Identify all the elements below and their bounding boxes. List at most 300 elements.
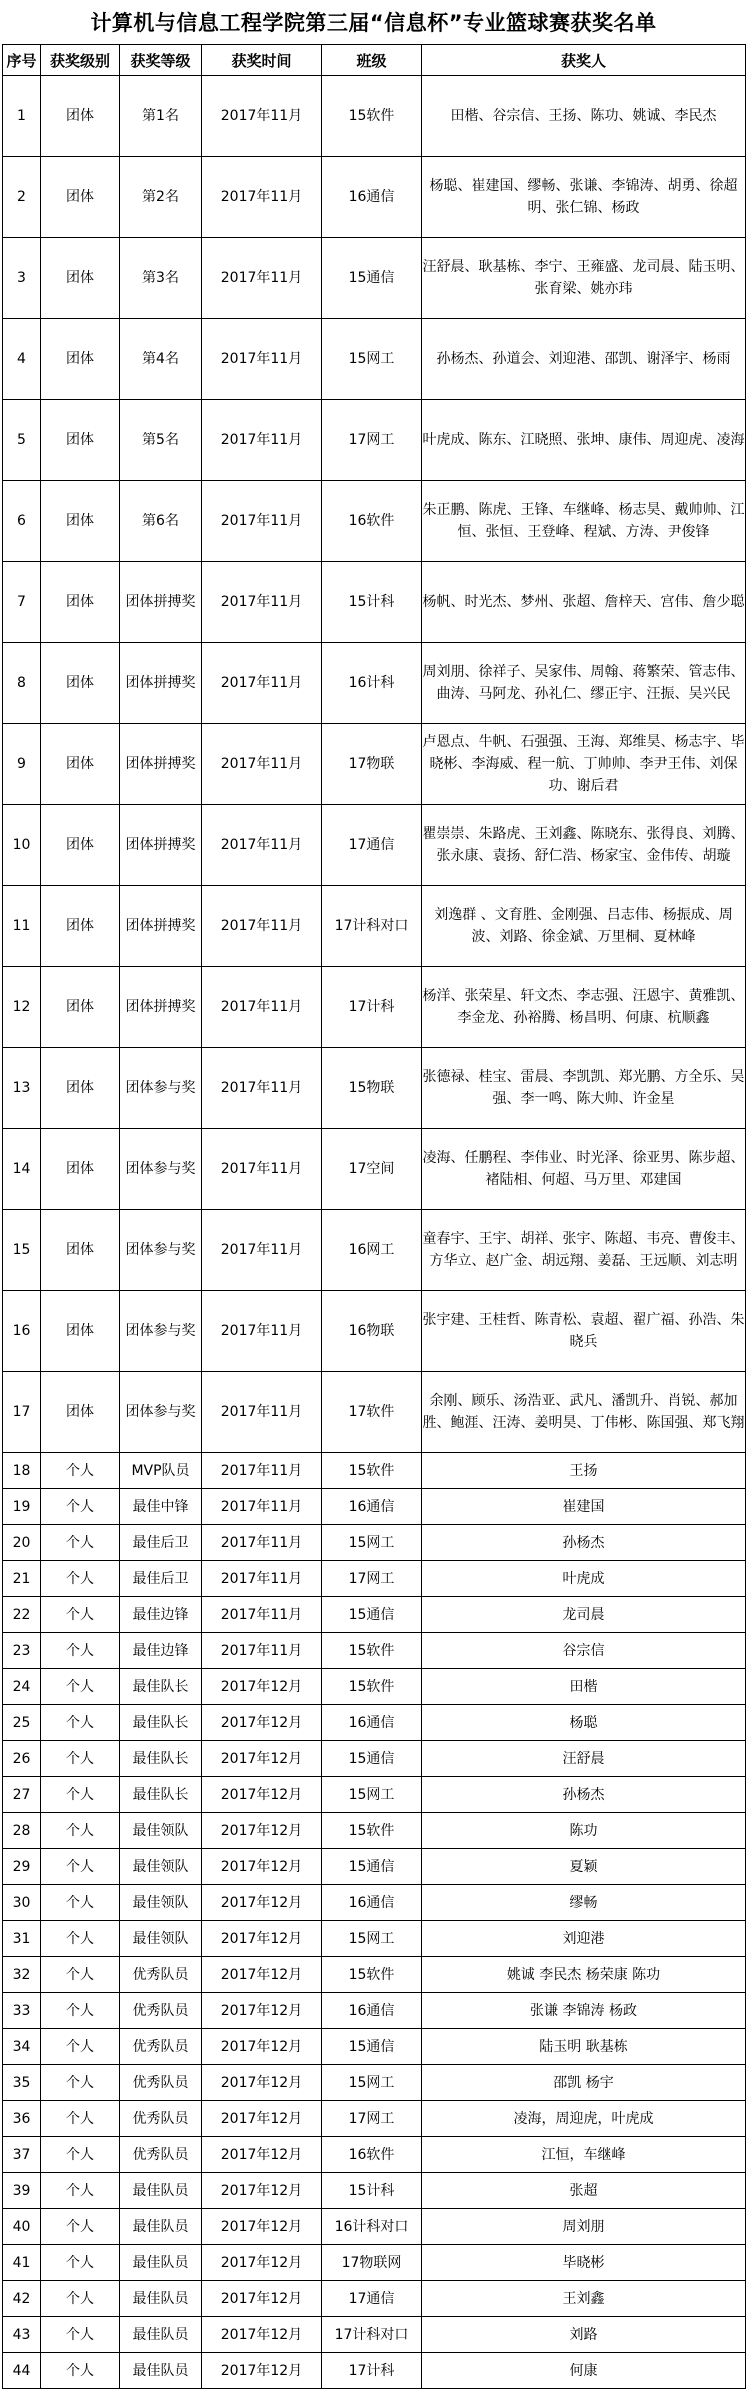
- cell-class: 16通信: [322, 1885, 422, 1921]
- table-row: [3, 1885, 746, 1921]
- table-row: [3, 1921, 746, 1957]
- cell-time: 2017年11月: [202, 1597, 322, 1633]
- cell-grade: 最佳后卫: [120, 1561, 202, 1597]
- cell-time: 2017年11月: [202, 562, 322, 643]
- table-row: [3, 238, 746, 319]
- cell-no: 4: [3, 319, 41, 400]
- cell-class: 15软件: [322, 1813, 422, 1849]
- table-row: [3, 2065, 746, 2101]
- cell-grade: 团体参与奖: [120, 1210, 202, 1291]
- cell-class: 16通信: [322, 1705, 422, 1741]
- cell-class: 17网工: [322, 2101, 422, 2137]
- cell-grade: 优秀队员: [120, 1957, 202, 1993]
- cell-grade: 优秀队员: [120, 2137, 202, 2173]
- cell-no: 29: [3, 1849, 41, 1885]
- cell-no: 33: [3, 1993, 41, 2029]
- cell-time: 2017年11月: [202, 886, 322, 967]
- table-row: [3, 562, 746, 643]
- table-row: [3, 967, 746, 1048]
- cell-class: 17通信: [322, 2281, 422, 2317]
- table-row: [3, 157, 746, 238]
- cell-level: 团体: [41, 805, 120, 886]
- cell-winners: 余刚、顾乐、汤浩亚、武凡、潘凯升、肖锐、郝加胜、鲍涯、汪涛、姜明昊、丁伟彬、陈国强、郑飞翔: [422, 1372, 746, 1453]
- cell-level: 团体: [41, 157, 120, 238]
- cell-no: 3: [3, 238, 41, 319]
- cell-time: 2017年11月: [202, 1210, 322, 1291]
- cell-level: 个人: [41, 2173, 120, 2209]
- cell-grade: 最佳边锋: [120, 1633, 202, 1669]
- cell-time: 2017年12月: [202, 2209, 322, 2245]
- table-row: [3, 2137, 746, 2173]
- cell-no: 24: [3, 1669, 41, 1705]
- cell-winners: 田楷: [422, 1669, 746, 1705]
- cell-time: 2017年12月: [202, 1777, 322, 1813]
- cell-level: 个人: [41, 2137, 120, 2173]
- cell-winners: 陈功: [422, 1813, 746, 1849]
- cell-no: 16: [3, 1291, 41, 1372]
- cell-grade: 团体拼搏奖: [120, 967, 202, 1048]
- cell-grade: 团体参与奖: [120, 1129, 202, 1210]
- table-row: [3, 1453, 746, 1489]
- cell-level: 团体: [41, 481, 120, 562]
- table-row: [3, 2101, 746, 2137]
- table-row: [3, 1957, 746, 1993]
- cell-time: 2017年11月: [202, 724, 322, 805]
- cell-no: 30: [3, 1885, 41, 1921]
- cell-level: 团体: [41, 967, 120, 1048]
- cell-level: 个人: [41, 1489, 120, 1525]
- cell-class: 15物联: [322, 1048, 422, 1129]
- cell-class: 17物联: [322, 724, 422, 805]
- cell-time: 2017年11月: [202, 643, 322, 724]
- cell-level: 个人: [41, 2101, 120, 2137]
- cell-no: 43: [3, 2317, 41, 2353]
- cell-no: 6: [3, 481, 41, 562]
- cell-no: 8: [3, 643, 41, 724]
- table-row: [3, 1669, 746, 1705]
- cell-grade: 优秀队员: [120, 1993, 202, 2029]
- cell-grade: 团体参与奖: [120, 1372, 202, 1453]
- cell-time: 2017年12月: [202, 1993, 322, 2029]
- cell-winners: 杨聪、崔建国、缪畅、张谦、李锦涛、胡勇、徐超明、张仁锦、杨政: [422, 157, 746, 238]
- cell-grade: 最佳队长: [120, 1741, 202, 1777]
- cell-grade: 最佳后卫: [120, 1525, 202, 1561]
- cell-level: 团体: [41, 238, 120, 319]
- award-table: [2, 44, 746, 2389]
- cell-winners: 朱正鹏、陈虎、王锋、车继峰、杨志昊、戴帅帅、江恒、张恒、王登峰、程斌、方涛、尹俊锋: [422, 481, 746, 562]
- cell-no: 34: [3, 2029, 41, 2065]
- cell-class: 15网工: [322, 319, 422, 400]
- cell-winners: 杨帆、时光杰、梦州、张超、詹梓天、宫伟、詹少聪: [422, 562, 746, 643]
- cell-winners: 何康: [422, 2353, 746, 2389]
- cell-winners: 张德禄、桂宝、雷晨、李凯凯、郑光鹏、方全乐、吴强、李一鸣、陈大帅、许金星: [422, 1048, 746, 1129]
- cell-winners: 凌海、任鹏程、李伟业、时光泽、徐亚男、陈步超、褚陆相、何超、马万里、邓建国: [422, 1129, 746, 1210]
- cell-no: 31: [3, 1921, 41, 1957]
- cell-winners: 刘逸群 、文育胜、金刚强、吕志伟、杨振成、周波、刘路、徐金斌、万里桐、夏林峰: [422, 886, 746, 967]
- cell-level: 个人: [41, 1777, 120, 1813]
- cell-time: 2017年12月: [202, 1957, 322, 1993]
- cell-class: 16网工: [322, 1210, 422, 1291]
- cell-time: 2017年12月: [202, 1921, 322, 1957]
- cell-level: 个人: [41, 2317, 120, 2353]
- cell-no: 22: [3, 1597, 41, 1633]
- cell-winners: 卢恩点、牛帆、石强强、王海、郑维昊、杨志宇、毕晓彬、李海威、程一航、丁帅帅、李尹王伟、刘保功、谢后君: [422, 724, 746, 805]
- cell-winners: 孙杨杰、孙道会、刘迎港、邵凯、谢泽宇、杨雨: [422, 319, 746, 400]
- cell-grade: 优秀队员: [120, 2065, 202, 2101]
- cell-grade: 最佳边锋: [120, 1597, 202, 1633]
- cell-grade: 第6名: [120, 481, 202, 562]
- table-row: [3, 1993, 746, 2029]
- table-row: [3, 1633, 746, 1669]
- table-row: [3, 805, 746, 886]
- cell-time: 2017年12月: [202, 1669, 322, 1705]
- cell-class: 16物联: [322, 1291, 422, 1372]
- cell-time: 2017年11月: [202, 1372, 322, 1453]
- cell-class: 17网工: [322, 1561, 422, 1597]
- cell-winners: 姚诚 李民杰 杨荣康 陈功: [422, 1957, 746, 1993]
- cell-level: 个人: [41, 1993, 120, 2029]
- cell-class: 16计科: [322, 643, 422, 724]
- cell-no: 11: [3, 886, 41, 967]
- cell-no: 23: [3, 1633, 41, 1669]
- table-row: [3, 1561, 746, 1597]
- cell-winners: 杨聪: [422, 1705, 746, 1741]
- cell-winners: 童春宇、王宇、胡祥、张宇、陈超、韦亮、曹俊丰、方华立、赵广金、胡远翔、姜磊、王远顺、刘志明: [422, 1210, 746, 1291]
- cell-level: 团体: [41, 319, 120, 400]
- cell-class: 15软件: [322, 76, 422, 157]
- cell-grade: 团体拼搏奖: [120, 562, 202, 643]
- cell-time: 2017年11月: [202, 76, 322, 157]
- cell-class: 15软件: [322, 1453, 422, 1489]
- cell-time: 2017年12月: [202, 2245, 322, 2281]
- cell-class: 15计科: [322, 2173, 422, 2209]
- cell-no: 15: [3, 1210, 41, 1291]
- cell-time: 2017年11月: [202, 1525, 322, 1561]
- cell-class: 16计科对口: [322, 2209, 422, 2245]
- cell-level: 个人: [41, 1921, 120, 1957]
- cell-no: 44: [3, 2353, 41, 2389]
- award-table-body: [3, 76, 746, 2389]
- cell-class: 17空间: [322, 1129, 422, 1210]
- cell-winners: 叶虎成: [422, 1561, 746, 1597]
- table-row: [3, 1048, 746, 1129]
- cell-time: 2017年11月: [202, 481, 322, 562]
- cell-grade: 最佳领队: [120, 1921, 202, 1957]
- cell-winners: 夏颖: [422, 1849, 746, 1885]
- cell-no: 17: [3, 1372, 41, 1453]
- cell-class: 15软件: [322, 1633, 422, 1669]
- cell-class: 15通信: [322, 238, 422, 319]
- cell-time: 2017年11月: [202, 400, 322, 481]
- table-row: [3, 1813, 746, 1849]
- cell-level: 个人: [41, 1633, 120, 1669]
- cell-no: 20: [3, 1525, 41, 1561]
- cell-winners: 毕晓彬: [422, 2245, 746, 2281]
- cell-winners: 瞿崇崇、朱路虎、王刘鑫、陈晓东、张得良、刘腾、张永康、袁扬、舒仁浩、杨家宝、金伟传、胡璇: [422, 805, 746, 886]
- cell-no: 25: [3, 1705, 41, 1741]
- cell-level: 个人: [41, 2209, 120, 2245]
- cell-level: 个人: [41, 2029, 120, 2065]
- cell-time: 2017年11月: [202, 805, 322, 886]
- cell-class: 15软件: [322, 1669, 422, 1705]
- cell-grade: 最佳队员: [120, 2209, 202, 2245]
- table-row: [3, 1129, 746, 1210]
- cell-class: 17计科对口: [322, 2317, 422, 2353]
- cell-time: 2017年11月: [202, 1489, 322, 1525]
- cell-level: 个人: [41, 1561, 120, 1597]
- cell-winners: 汪舒晨、耿基栋、李宁、王雍盛、龙司晨、陆玉明、张育梁、姚亦玮: [422, 238, 746, 319]
- cell-winners: 叶虎成、陈东、江晓照、张坤、康伟、周迎虎、凌海: [422, 400, 746, 481]
- table-row: [3, 1597, 746, 1633]
- table-row: [3, 1291, 746, 1372]
- cell-grade: 最佳队长: [120, 1669, 202, 1705]
- cell-level: 个人: [41, 2281, 120, 2317]
- cell-level: 团体: [41, 1210, 120, 1291]
- cell-time: 2017年11月: [202, 967, 322, 1048]
- table-row: [3, 76, 746, 157]
- document-title: 计算机与信息工程学院第三届“信息杯”专业篮球赛获奖名单: [90, 11, 657, 35]
- cell-class: 17网工: [322, 400, 422, 481]
- cell-class: 17通信: [322, 805, 422, 886]
- table-row: [3, 1372, 746, 1453]
- table-row: [3, 1741, 746, 1777]
- table-row: [3, 643, 746, 724]
- cell-grade: 最佳队长: [120, 1777, 202, 1813]
- cell-no: 19: [3, 1489, 41, 1525]
- cell-class: 15通信: [322, 1741, 422, 1777]
- cell-grade: 优秀队员: [120, 2101, 202, 2137]
- cell-time: 2017年11月: [202, 1291, 322, 1372]
- table-row: [3, 724, 746, 805]
- cell-level: 团体: [41, 643, 120, 724]
- cell-grade: 团体拼搏奖: [120, 643, 202, 724]
- cell-no: 42: [3, 2281, 41, 2317]
- cell-level: 个人: [41, 1597, 120, 1633]
- cell-grade: 最佳中锋: [120, 1489, 202, 1525]
- cell-no: 9: [3, 724, 41, 805]
- cell-grade: 第4名: [120, 319, 202, 400]
- cell-level: 团体: [41, 562, 120, 643]
- table-row: [3, 2353, 746, 2389]
- cell-winners: 田楷、谷宗信、王扬、陈功、姚诚、李民杰: [422, 76, 746, 157]
- cell-no: 26: [3, 1741, 41, 1777]
- cell-grade: 团体拼搏奖: [120, 724, 202, 805]
- cell-grade: 最佳队长: [120, 1705, 202, 1741]
- cell-class: 16通信: [322, 1993, 422, 2029]
- cell-time: 2017年12月: [202, 2065, 322, 2101]
- cell-grade: 团体参与奖: [120, 1291, 202, 1372]
- cell-time: 2017年12月: [202, 1705, 322, 1741]
- cell-time: 2017年12月: [202, 2137, 322, 2173]
- cell-winners: 谷宗信: [422, 1633, 746, 1669]
- cell-class: 15网工: [322, 1525, 422, 1561]
- cell-winners: 张宇建、王桂哲、陈青松、袁超、翟广福、孙浩、朱晓兵: [422, 1291, 746, 1372]
- cell-grade: 最佳领队: [120, 1813, 202, 1849]
- cell-time: 2017年12月: [202, 2173, 322, 2209]
- cell-winners: 张谦 李锦涛 杨政: [422, 1993, 746, 2029]
- table-row: [3, 886, 746, 967]
- cell-class: 16软件: [322, 481, 422, 562]
- table-row: [3, 1705, 746, 1741]
- cell-class: 16通信: [322, 157, 422, 238]
- cell-grade: 最佳队员: [120, 2245, 202, 2281]
- cell-level: 个人: [41, 1669, 120, 1705]
- cell-no: 35: [3, 2065, 41, 2101]
- table-row: [3, 319, 746, 400]
- cell-winners: 汪舒晨: [422, 1741, 746, 1777]
- cell-winners: 杨洋、张荣星、轩文杰、李志强、汪恩宇、黄雅凯、李金龙、孙裕腾、杨昌明、何康、杭顺鑫: [422, 967, 746, 1048]
- cell-level: 团体: [41, 886, 120, 967]
- cell-time: 2017年11月: [202, 1561, 322, 1597]
- cell-grade: 第2名: [120, 157, 202, 238]
- header-time: 获奖时间: [202, 45, 322, 76]
- table-row: [3, 2281, 746, 2317]
- cell-class: 15通信: [322, 2029, 422, 2065]
- table-row: [3, 2245, 746, 2281]
- cell-no: 7: [3, 562, 41, 643]
- cell-grade: 最佳领队: [120, 1885, 202, 1921]
- cell-winners: 孙杨杰: [422, 1777, 746, 1813]
- table-row: [3, 1525, 746, 1561]
- cell-time: 2017年11月: [202, 319, 322, 400]
- cell-grade: 最佳队员: [120, 2353, 202, 2389]
- cell-level: 个人: [41, 1813, 120, 1849]
- cell-winners: 崔建国: [422, 1489, 746, 1525]
- cell-level: 团体: [41, 76, 120, 157]
- cell-grade: 优秀队员: [120, 2029, 202, 2065]
- cell-no: 28: [3, 1813, 41, 1849]
- cell-class: 16软件: [322, 2137, 422, 2173]
- cell-level: 个人: [41, 1849, 120, 1885]
- cell-class: 17计科: [322, 2353, 422, 2389]
- cell-time: 2017年12月: [202, 1885, 322, 1921]
- cell-level: 团体: [41, 1129, 120, 1210]
- cell-no: 41: [3, 2245, 41, 2281]
- cell-level: 个人: [41, 1525, 120, 1561]
- cell-winners: 王扬: [422, 1453, 746, 1489]
- cell-no: 40: [3, 2209, 41, 2245]
- cell-time: 2017年11月: [202, 1633, 322, 1669]
- cell-grade: 最佳领队: [120, 1849, 202, 1885]
- cell-time: 2017年12月: [202, 2317, 322, 2353]
- cell-grade: 团体拼搏奖: [120, 805, 202, 886]
- cell-winners: 邵凯 杨宇: [422, 2065, 746, 2101]
- table-header-row: [3, 45, 746, 76]
- cell-winners: 凌海，周迎虎，叶虎成: [422, 2101, 746, 2137]
- cell-class: 15网工: [322, 1777, 422, 1813]
- cell-no: 5: [3, 400, 41, 481]
- cell-class: 15网工: [322, 1921, 422, 1957]
- cell-time: 2017年11月: [202, 157, 322, 238]
- header-class: 班级: [322, 45, 422, 76]
- cell-winners: 陆玉明 耿基栋: [422, 2029, 746, 2065]
- cell-time: 2017年11月: [202, 1129, 322, 1210]
- table-row: [3, 1489, 746, 1525]
- cell-winners: 刘路: [422, 2317, 746, 2353]
- cell-time: 2017年11月: [202, 1048, 322, 1129]
- cell-grade: MVP队员: [120, 1453, 202, 1489]
- cell-level: 个人: [41, 1885, 120, 1921]
- cell-winners: 王刘鑫: [422, 2281, 746, 2317]
- cell-level: 团体: [41, 1048, 120, 1129]
- cell-winners: 孙杨杰: [422, 1525, 746, 1561]
- cell-level: 个人: [41, 1705, 120, 1741]
- header-winners: 获奖人: [422, 45, 746, 76]
- cell-winners: 江恒，车继峰: [422, 2137, 746, 2173]
- cell-no: 13: [3, 1048, 41, 1129]
- cell-class: 15网工: [322, 2065, 422, 2101]
- cell-time: 2017年12月: [202, 2281, 322, 2317]
- cell-time: 2017年12月: [202, 1741, 322, 1777]
- cell-level: 团体: [41, 1372, 120, 1453]
- cell-no: 2: [3, 157, 41, 238]
- cell-winners: 周刘朋: [422, 2209, 746, 2245]
- cell-class: 17计科: [322, 967, 422, 1048]
- table-row: [3, 2173, 746, 2209]
- cell-class: 17软件: [322, 1372, 422, 1453]
- cell-grade: 团体参与奖: [120, 1048, 202, 1129]
- cell-winners: 张超: [422, 2173, 746, 2209]
- cell-level: 个人: [41, 1957, 120, 1993]
- cell-time: 2017年12月: [202, 2353, 322, 2389]
- cell-level: 团体: [41, 1291, 120, 1372]
- cell-class: 15计科: [322, 562, 422, 643]
- cell-class: 15通信: [322, 1597, 422, 1633]
- cell-winners: 龙司晨: [422, 1597, 746, 1633]
- cell-no: 10: [3, 805, 41, 886]
- cell-grade: 第1名: [120, 76, 202, 157]
- cell-grade: 最佳队员: [120, 2281, 202, 2317]
- cell-time: 2017年11月: [202, 238, 322, 319]
- cell-level: 个人: [41, 2065, 120, 2101]
- cell-level: 个人: [41, 2245, 120, 2281]
- cell-no: 21: [3, 1561, 41, 1597]
- cell-class: 15通信: [322, 1849, 422, 1885]
- cell-class: 17计科对口: [322, 886, 422, 967]
- cell-time: 2017年11月: [202, 1453, 322, 1489]
- cell-no: 37: [3, 2137, 41, 2173]
- table-row: [3, 400, 746, 481]
- header-grade: 获奖等级: [120, 45, 202, 76]
- cell-class: 15软件: [322, 1957, 422, 1993]
- cell-level: 个人: [41, 2353, 120, 2389]
- table-row: [3, 2029, 746, 2065]
- cell-grade: 第3名: [120, 238, 202, 319]
- cell-no: 14: [3, 1129, 41, 1210]
- cell-no: 32: [3, 1957, 41, 1993]
- header-no: 序号: [3, 45, 41, 76]
- table-row: [3, 2209, 746, 2245]
- cell-level: 个人: [41, 1741, 120, 1777]
- cell-class: 17物联网: [322, 2245, 422, 2281]
- table-row: [3, 2317, 746, 2353]
- cell-class: 16通信: [322, 1489, 422, 1525]
- cell-winners: 缪畅: [422, 1885, 746, 1921]
- cell-no: 18: [3, 1453, 41, 1489]
- table-row: [3, 1777, 746, 1813]
- cell-time: 2017年12月: [202, 2101, 322, 2137]
- cell-level: 个人: [41, 1453, 120, 1489]
- cell-time: 2017年12月: [202, 1849, 322, 1885]
- cell-grade: 团体拼搏奖: [120, 886, 202, 967]
- cell-no: 12: [3, 967, 41, 1048]
- cell-level: 团体: [41, 400, 120, 481]
- cell-time: 2017年12月: [202, 2029, 322, 2065]
- table-row: [3, 1210, 746, 1291]
- cell-level: 团体: [41, 724, 120, 805]
- cell-grade: 最佳队员: [120, 2173, 202, 2209]
- cell-no: 1: [3, 76, 41, 157]
